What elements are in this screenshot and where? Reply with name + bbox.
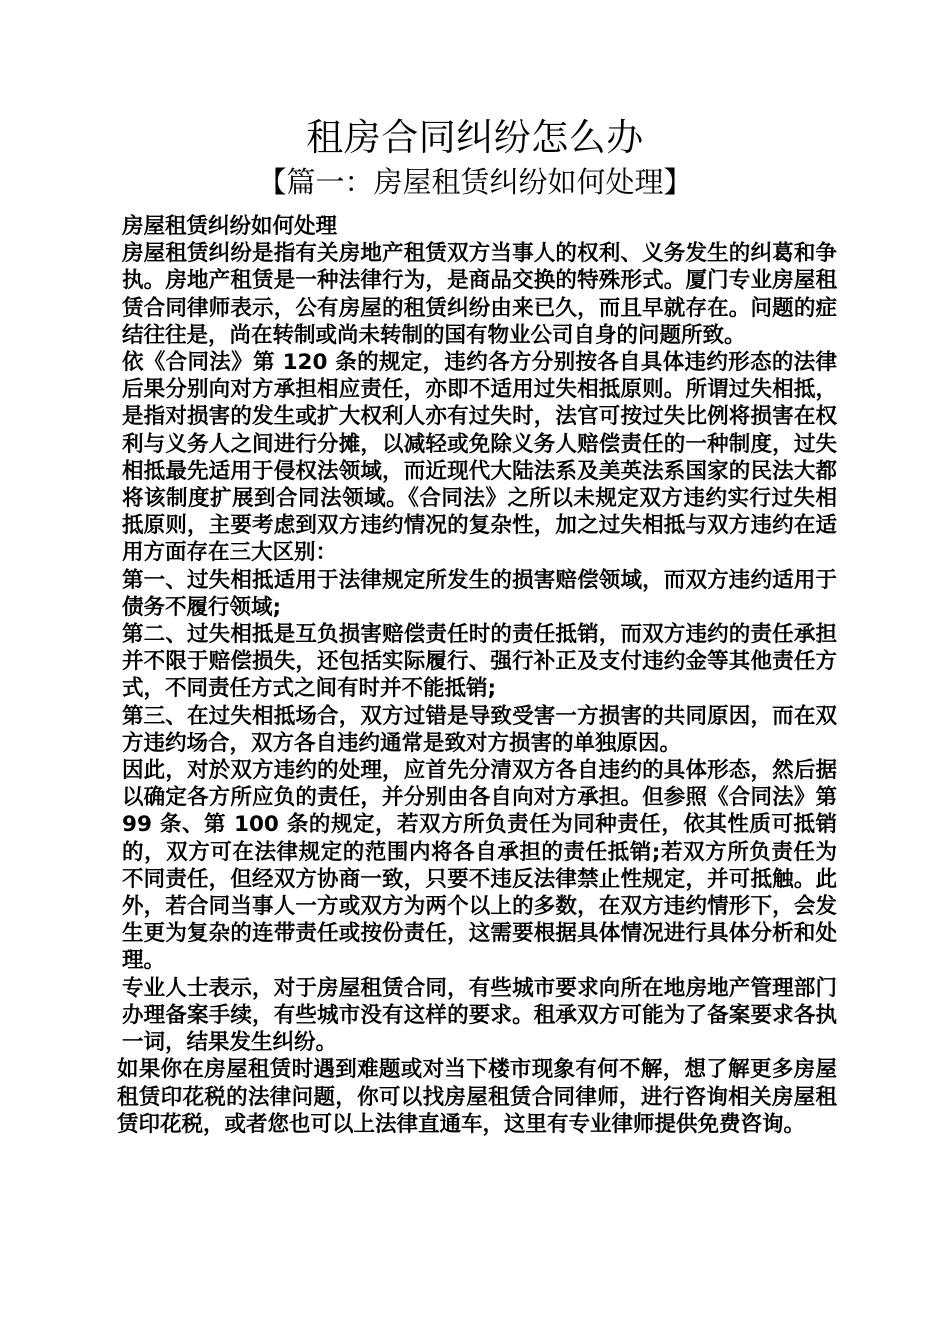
- paragraph-6: 因此，对於双方违约的处理，应首先分清双方各自违约的具体形态，然后据以确定各方所应负的责任，并分别由各自向对方承担。但参照《合同法》第 99 条、第 100 条的规定，若双方所负责任为同种责任，依其性质可抵销的，双方可在法律规定的范围内将各自承担的责任抵销;若双方所负责任为不同责任，但经双方协商一致，只要不违反法律禁止性规定，并可抵触。此外，若合同当事人一方或双方为两个以上的多数，在双方违约情形下，会发生更为复杂的连带责任或按份责任，这需要根据具体情况进行具体分析和处理。: [122, 758, 837, 974]
- paragraph-1: 房屋租赁纠纷是指有关房地产租赁双方当事人的权利、义务发生的纠葛和争执。房地产租赁是一种法律行为，是商品交换的特殊形式。厦门专业房屋租赁合同律师表示，公有房屋的租赁纠纷由来已久，而且早就存在。问题的症结往往是，尚在转制或尚未转制的国有物业公司自身的问题所致。: [122, 241, 837, 348]
- paragraph-4: 第二、过失相抵是互负损害赔偿责任时的责任抵销，而双方违约的责任承担并不限于赔偿损失，还包括实际履行、强行补正及支付违约金等其他责任方式，不同责任方式之间有时并不能抵销;: [122, 622, 837, 702]
- document-subtitle: 【篇一：房屋租赁纠纷如何处理】: [257, 165, 693, 199]
- document-body: [117, 213, 837, 1138]
- paragraph-5: 第三、在过失相抵场合，双方过错是导致受害一方损害的共同原因，而在双方违约场合，双方各自违约通常是致对方损害的单独原因。: [122, 703, 837, 756]
- paragraph-7: 专业人士表示，对于房屋租赁合同，有些城市要求向所在地房地产管理部门办理备案手续，有些城市没有这样的要求。租承双方可能为了备案要求各执一词，结果发生纠纷。: [122, 975, 837, 1056]
- paragraph-3: 第一、过失相抵适用于法律规定所发生的损害赔偿领域，而双方违约适用于债务不履行领域;: [122, 567, 837, 620]
- paragraph-2: 依《合同法》第 120 条的规定，违约各方分别按各自具体违约形态的法律后果分别向对方承担相应责任，亦即不适用过失相抵原则。所谓过失相抵，是指对损害的发生或扩大权利人亦有过失时，法官可按过失比例将损害在权利与义务人之间进行分摊，以减轻或免除义务人赔偿责任的一种制度，过失相抵最先适用于侵权法领域，而近现代大陆法系及美英法系国家的民法大都将该制度扩展到合同法领域。《合同法》之所以未规定双方违约实行过失相抵原则，主要考虑到双方违约情况的复杂性，加之过失相抵与双方违约在适用方面存在三大区别：: [122, 350, 837, 566]
- paragraph-8: 如果你在房屋租赁时遇到难题或对当下楼市现象有何不解，想了解更多房屋租赁印花税的法律问题，你可以找房屋租赁合同律师，进行咨询相关房屋租赁印花税，或者您也可以上法律直通车，这里有专业律师提供免费咨询。: [117, 1057, 837, 1137]
- document-title: 租房合同纠纷怎么办: [306, 116, 644, 159]
- paragraph-heading: 房屋租赁纠纷如何处理: [122, 214, 338, 239]
